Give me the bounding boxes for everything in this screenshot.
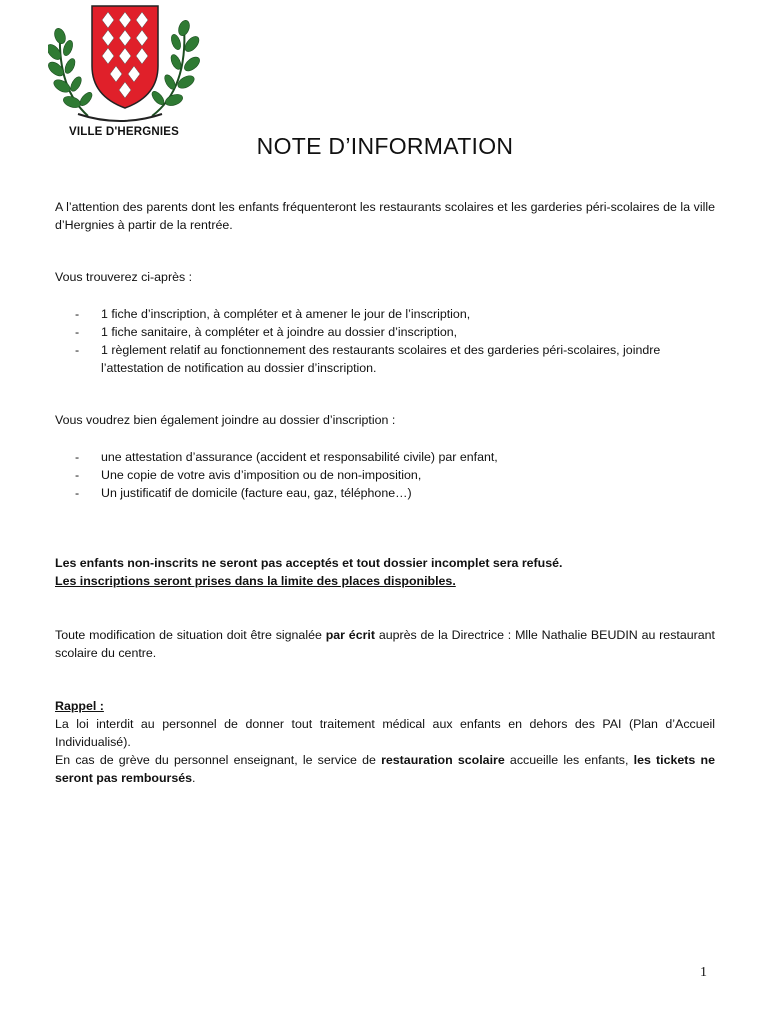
rappel-paragraph-1: La loi interdit au personnel de donner tout traitement médical aux enfants en dehors des PAI (Plan d’Accueil Individualisé).: [55, 717, 715, 749]
modification-emphasis: par écrit: [325, 628, 375, 642]
rappel-emphasis-2: les tickets ne seront pas remboursés: [55, 753, 715, 785]
warning-places-text: Les inscriptions seront prises dans la limite des places disponibles.: [55, 574, 456, 588]
warning-incomplete: Les enfants non-inscrits ne seront pas acceptés et tout dossier incomplet sera refusé.: [55, 556, 563, 570]
coat-of-arms-logo: [48, 4, 208, 144]
section1-list: [55, 305, 715, 377]
modification-text-start: Toute modification de situation doit être signalée: [55, 628, 326, 642]
intro-paragraph: A l’attention des parents dont les enfants fréquenteront les restaurants scolaires et les garderies péri-scolaires de la ville d’Hergnies à partir de la rentrée.: [55, 200, 715, 232]
list-item: - une attestation d’assurance (accident et responsabilité civile) par enfant,: [55, 448, 715, 466]
section1-heading: Vous trouverez ci-après :: [55, 270, 193, 284]
page-title-text: NOTE D’INFORMATION: [256, 133, 514, 159]
warning-places: [55, 572, 715, 590]
page-title: [0, 133, 770, 160]
list-item: - 1 fiche sanitaire, à compléter et à joindre au dossier d’inscription,: [55, 323, 715, 341]
list-item: - 1 fiche d’inscription, à compléter et à amener le jour de l’inscription,: [55, 305, 715, 323]
page-number: 1: [700, 965, 707, 980]
rappel-emphasis-1: restauration scolaire: [381, 753, 505, 767]
rappel-text-a: En cas de grève du personnel enseignant, le service de: [55, 753, 382, 767]
list-item: - Une copie de votre avis d’imposition ou de non-imposition,: [55, 466, 715, 484]
list-item: - 1 règlement relatif au fonctionnement des restaurants scolaires et des garderies péri-scolaires, joindre l’attestation de notification au dossier d’inscription.: [55, 341, 715, 377]
list-item: - Un justificatif de domicile (facture eau, gaz, téléphone…): [55, 484, 715, 502]
rappel-heading: Rappel :: [55, 699, 104, 713]
rappel-paragraph-2: [55, 751, 715, 787]
section2-list: [55, 448, 715, 502]
logo-caption: VILLE D'HERGNIES: [68, 126, 180, 138]
rappel-heading-line: [55, 697, 715, 715]
rappel-text-c: .: [192, 771, 196, 785]
rappel-text-b: accueille les enfants,: [504, 753, 634, 767]
modification-text-end: auprès de la Directrice : Mlle Nathalie BEUDIN au restaurant scolaire du centre.: [55, 628, 715, 660]
modification-paragraph: [55, 626, 715, 662]
section2-heading: Vous voudrez bien également joindre au dossier d’inscription :: [55, 413, 396, 427]
